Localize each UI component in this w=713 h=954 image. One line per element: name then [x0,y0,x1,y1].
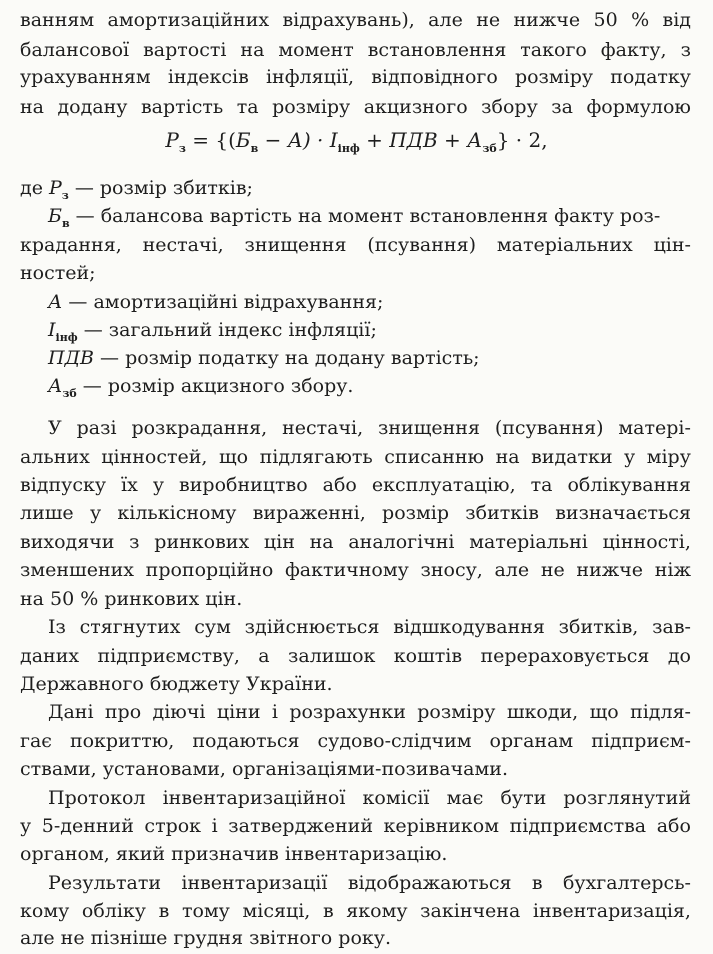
legend-text: — розмір збитків; [68,177,253,199]
word: кількісному [117,502,237,524]
word: у [624,446,636,468]
word: момент [278,39,354,61]
word: міру [646,446,691,468]
word: знищення [378,417,480,439]
word: інфляції, [265,66,355,88]
word: нижче [576,559,644,581]
word: видатки [531,446,613,468]
word: коштів [393,645,463,667]
formula-text: + ПДВ + [359,128,468,152]
word: з [680,39,691,61]
legend-line-b [48,200,691,232]
word: за [551,96,573,118]
word: інвентаризація, [532,900,691,922]
formula-subscript: в [250,142,259,155]
word: інвентаризації [181,872,328,894]
word: від [662,9,691,31]
word: Дані [48,701,94,723]
word: має [446,787,484,809]
formula-symbol: І [48,319,56,341]
word: що [589,701,619,723]
word: шкоди, [506,701,579,723]
damage-formula [0,120,713,160]
word: нижче [513,9,581,31]
word: нестачі, [282,417,364,439]
word: 5-денний [41,815,134,837]
word: фактичному [284,559,409,581]
text-line [20,91,691,123]
formula-symbol: А [48,375,63,397]
word: діючі [152,701,206,723]
word: відпуску [20,474,107,496]
word: подаються [192,730,300,752]
text-line [48,412,691,444]
word: місяці, [242,900,311,922]
word: матеріальні [469,531,588,553]
word: затверджений [228,815,373,837]
legend-text: — балансова вартість на момент встановлення факту роз- [69,205,661,227]
word: Результати [48,872,161,894]
formula-symbol: А [48,291,63,313]
word: зменшених [20,559,134,581]
word: або [656,815,691,837]
word: урахуванням [20,66,151,88]
word: про [104,701,142,723]
word: на [309,531,334,553]
formula-symbol: Б [235,128,251,152]
formula-subscript: в [61,217,70,230]
word: а [258,645,270,667]
word: здійснюється [244,616,380,638]
text-line [48,696,691,728]
word: органам [489,730,574,752]
word: вираженні, [252,502,366,524]
text-span: Державного бюджету України. [20,673,333,695]
word: експлуатацію, [371,474,516,496]
formula-symbol: P [165,128,179,152]
word: ванням [20,9,95,31]
word: амортизаційних [107,9,270,31]
text-line [20,922,713,954]
word: (псування) [367,234,476,256]
word: разі [76,417,117,439]
word: формулою [586,96,691,118]
formula-text: } · 2, [496,128,548,152]
word: розрахунки [289,701,406,723]
word: гає [20,730,52,752]
word: у [152,474,165,496]
word: ринкових [154,531,250,553]
text-span: на 50 % ринкових цін. [20,588,243,610]
word: у [20,815,32,837]
formula-subscript: з [178,142,186,155]
word: виходячи [20,531,115,553]
word: даних [20,645,80,667]
word: аналогічні [348,531,455,553]
word: керівником [383,815,500,837]
text-span: ностей; [20,262,96,284]
word: до [667,645,691,667]
word: розкрадання, [131,417,268,439]
word: розміру [417,701,496,723]
word: підприємству, [97,645,240,667]
word: відшкодування [393,616,545,638]
text-line [20,838,713,870]
word: комісії [362,787,430,809]
word: списанню [384,446,485,468]
word: відрахувань), [282,9,415,31]
word: вартості [143,39,227,61]
word: ціни [216,701,261,723]
formula-symbol: ПДВ [48,347,94,369]
word: лише [20,502,74,524]
word: або [322,474,357,496]
text-line [20,257,713,289]
text-line [20,753,713,785]
word: на [240,39,265,61]
word: облікування [567,474,691,496]
word: та [530,474,553,496]
formula-subscript: інф [337,142,360,155]
text-span: органом, який призначив інвентаризацію. [20,843,448,865]
word: акцизного [363,96,468,118]
word: визначається [555,502,691,524]
word: тому [181,900,230,922]
word: якому [346,900,408,922]
word: факту, [600,39,667,61]
word: податку [610,66,691,88]
word: залишок [288,645,376,667]
word: але [494,559,530,581]
formula-subscript: інф [55,331,78,344]
word: вартість [140,96,224,118]
word: такого [520,39,587,61]
word: в [158,900,170,922]
word: балансової [20,39,130,61]
word: відображаються [347,872,512,894]
word: сум [194,616,231,638]
text-line [48,611,691,643]
word: цінностей, [101,446,208,468]
word: інвентаризаційної [162,787,346,809]
text-line [20,554,691,586]
word: і [271,701,278,723]
legend-text: — загальний індекс інфляції; [77,319,377,341]
word: розглянутий [563,787,691,809]
legend-line-azb [48,370,713,402]
formula-text: − А) · [258,128,330,152]
word: покриттю, [69,730,175,752]
word: підприєм- [591,730,691,752]
text-span: але не пізніше грудня звітного року. [20,927,391,949]
word: збитків, [558,616,639,638]
word: їх [121,474,138,496]
text-line [20,61,691,93]
word: збитків [465,502,539,524]
word: у [89,502,102,524]
word: але [428,9,463,31]
formula-subscript: зб [482,142,497,155]
word: закінчена [420,900,521,922]
word: підприємства [509,815,647,837]
legend-prefix: де [20,177,49,199]
text-line [20,497,691,529]
word: не [476,9,501,31]
word: на [495,446,520,468]
word: в [531,872,543,894]
word: (псування) [494,417,604,439]
word: і [211,815,218,837]
word: зав- [652,616,691,638]
word: % [631,9,650,31]
word: не [540,559,565,581]
word: розмір [382,502,450,524]
word: підля- [630,701,691,723]
word: альних [20,446,90,468]
formula-text: = {( [185,128,236,152]
word: крадання, [20,234,122,256]
word: цін [263,531,295,553]
word: та [236,96,259,118]
word: виробництво [179,474,308,496]
word: на [20,96,44,118]
formula-subscript: з [61,189,69,202]
word: пропорційно [145,559,274,581]
formula-symbol: Б [48,205,62,227]
word: перераховується [480,645,650,667]
word: збору [481,96,538,118]
word: з [129,531,140,553]
formula-symbol: І [329,128,338,152]
word: Протокол [48,787,146,809]
word: розміру [514,66,594,88]
word: матеріальних [496,234,633,256]
legend-text: — амортизаційні відрахування; [62,291,384,313]
text-line [20,4,691,36]
word: зносу, [420,559,483,581]
word: 50 [593,9,618,31]
formula-symbol: А [467,128,483,152]
word: індексів [167,66,249,88]
word: стягнутих [79,616,181,638]
word: цін- [653,234,691,256]
word: знищення [244,234,347,256]
word: відповідного [371,66,498,88]
word: строк [144,815,202,837]
legend-text: — розмір акцизного збору. [76,375,354,397]
word: Із [48,616,66,638]
word: в [322,900,334,922]
word: бухгалтерсь- [562,872,691,894]
word: судово-слідчим [317,730,472,752]
word: встановлення [367,39,507,61]
legend-text: — розмір податку на додану вартість; [93,347,480,369]
word: матері- [618,417,691,439]
word: кому [20,900,70,922]
formula-subscript: зб [62,387,77,400]
word: розміру [272,96,351,118]
word: нестачі, [142,234,224,256]
word: додану [57,96,128,118]
word: що [218,446,249,468]
word: У [48,417,62,439]
text-span: ствами, установами, організаціями-позивачами. [20,758,508,780]
formula-symbol: P [48,177,62,199]
word: підлягають [259,446,373,468]
word: бути [500,787,547,809]
word: цінності, [602,531,691,553]
word: обліку [81,900,146,922]
word: ніж [654,559,691,581]
